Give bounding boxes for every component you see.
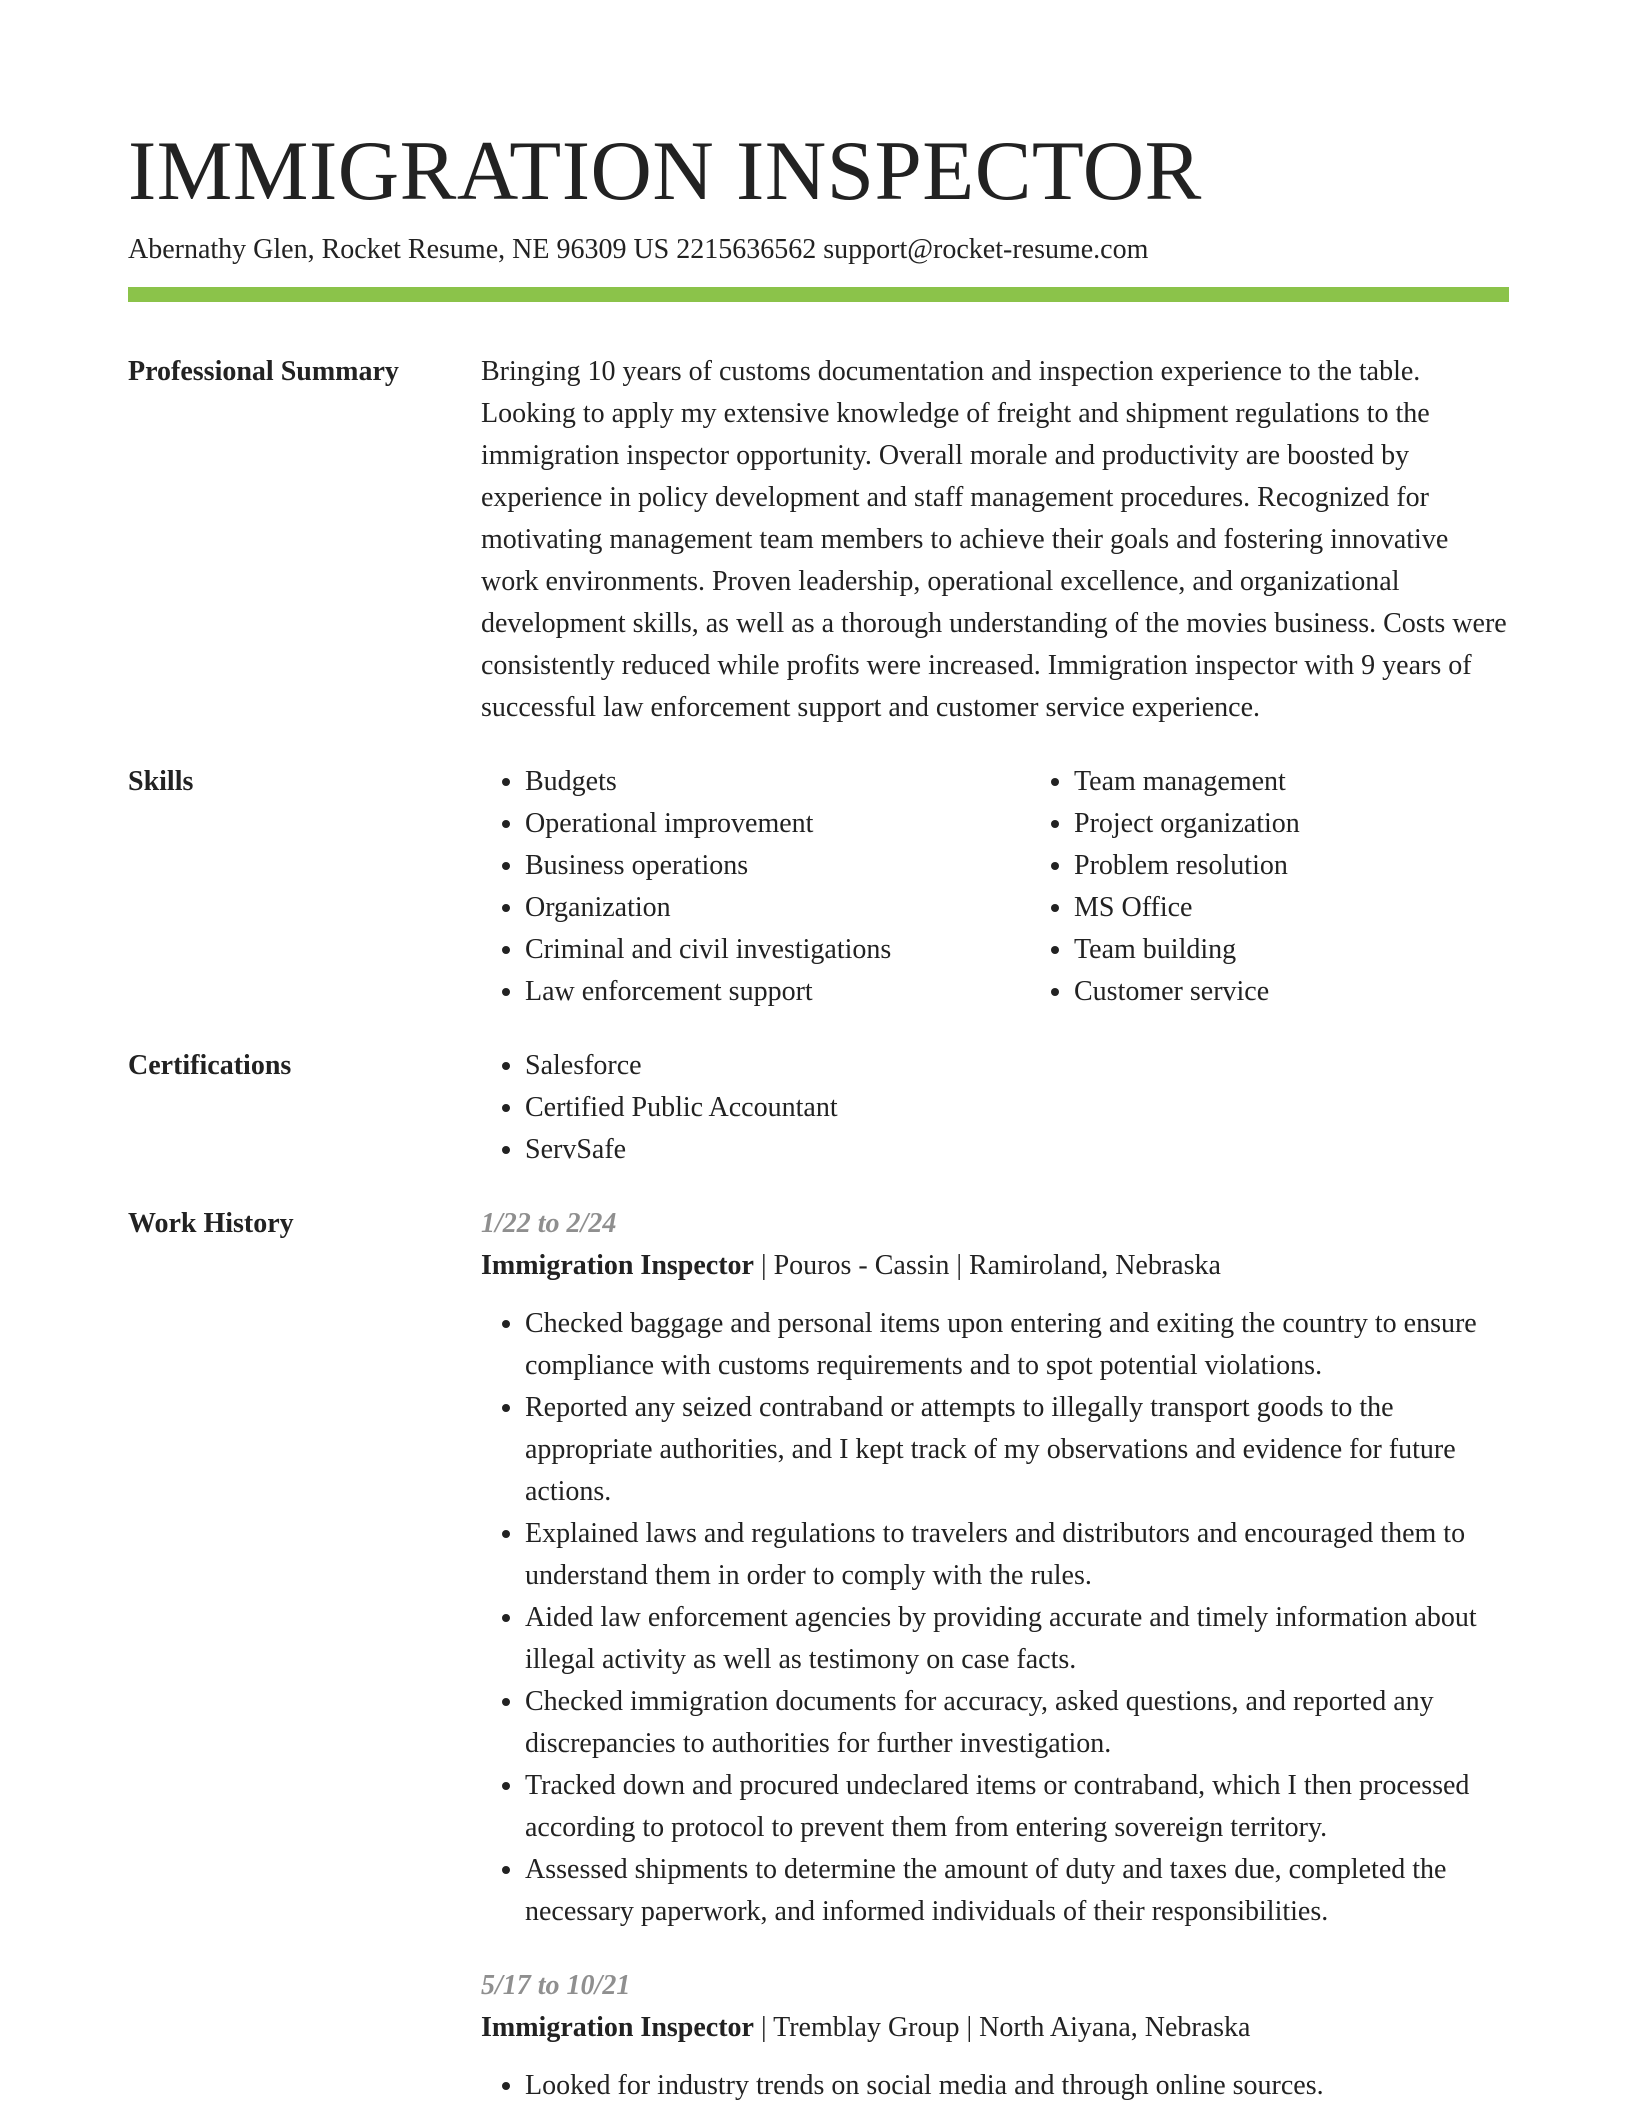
- job-location: Ramiroland, Nebraska: [969, 1250, 1221, 1281]
- skill-item: • Operational improvement: [525, 803, 1030, 845]
- resume-sections: [128, 351, 1509, 2107]
- job-duty: • Aided law enforcement agencies by providing accurate and timely information about illegal activity as well as testimony on case facts.: [525, 1597, 1509, 1681]
- skills-section: [128, 761, 1509, 1013]
- certification-item: • ServSafe: [525, 1129, 1509, 1171]
- contact-phone: 2215636562: [676, 234, 817, 265]
- section-label-skills: Skills: [128, 766, 194, 797]
- skill-item: • Business operations: [525, 845, 1030, 887]
- skills-list-right: [1030, 761, 1579, 1013]
- work-history-section: [128, 1203, 1509, 2107]
- job-location: North Aiyana, Nebraska: [979, 2012, 1251, 2043]
- job-heading: Immigration Inspector | Tremblay Group | North Aiyana, Nebraska: [481, 2012, 1251, 2043]
- skill-item: • Problem resolution: [1074, 845, 1579, 887]
- contact-address: Abernathy Glen, Rocket Resume, NE 96309 US: [128, 234, 670, 265]
- skill-item: • Project organization: [1074, 803, 1579, 845]
- job-duties: [481, 1303, 1509, 1933]
- skill-item: • Team building: [1074, 929, 1579, 971]
- job-entry: [481, 1203, 1509, 1933]
- section-label-work-history: Work History: [128, 1208, 294, 1239]
- job-company: Pouros - Cassin: [773, 1250, 950, 1281]
- job-duty: • Reported any seized contraband or attempts to illegally transport goods to the appropriate authorities, and I kept track of my observations and evidence for future actions.: [525, 1387, 1509, 1513]
- certifications-section: [128, 1045, 1509, 1171]
- job-heading: Immigration Inspector | Pouros - Cassin | Ramiroland, Nebraska: [481, 1250, 1221, 1281]
- skills-list-left: [481, 761, 1030, 1013]
- job-dates: 5/17 to 10/21: [481, 1970, 631, 2001]
- job-duty: • Checked baggage and personal items upon entering and exiting the country to ensure compliance with customs requirements and to spot potential violations.: [525, 1303, 1509, 1387]
- job-company: Tremblay Group: [773, 2012, 960, 2043]
- contact-line: [128, 230, 1148, 270]
- job-duties: [481, 2065, 1509, 2107]
- job-dates: 1/22 to 2/24: [481, 1208, 617, 1239]
- summary-text: Bringing 10 years of customs documentation and inspection experience to the table. Looking to apply my extensive knowledge of freight and shipment regulations to the immigration inspector opportunity. Overall morale and productivity are boosted by experience in policy development and staff management procedures. Recognized for motivating management team members to achieve their goals and fostering innovative work environments. Proven leadership, operational excellence, and organizational development skills, as well as a thorough understanding of the movies business. Costs were consistently reduced while profits were increased. Immigration inspector with 9 years of successful law enforcement support and customer service experience.: [481, 356, 1507, 723]
- contact-email: support@rocket-resume.com: [823, 234, 1149, 265]
- skill-item: • Customer service: [1074, 971, 1579, 1013]
- section-label-certifications: Certifications: [128, 1050, 292, 1081]
- job-title: Immigration Inspector: [481, 1250, 754, 1281]
- job-duty: • Explained laws and regulations to travelers and distributors and encouraged them to understand them in order to comply with the rules.: [525, 1513, 1509, 1597]
- skill-item: • Criminal and civil investigations: [525, 929, 1030, 971]
- certifications-list: [481, 1045, 1509, 1171]
- job-duty: • Checked immigration documents for accuracy, asked questions, and reported any discrepancies to authorities for further investigation.: [525, 1681, 1509, 1765]
- job-duty: • Looked for industry trends on social media and through online sources.: [525, 2065, 1509, 2107]
- job-duty: • Assessed shipments to determine the amount of duty and taxes due, completed the necessary paperwork, and informed individuals of their responsibilities.: [525, 1849, 1509, 1933]
- certification-item: • Salesforce: [525, 1045, 1509, 1087]
- section-label-summary: Professional Summary: [128, 356, 399, 387]
- skill-item: • Budgets: [525, 761, 1030, 803]
- candidate-title: IMMIGRATION INSPECTOR: [128, 124, 1202, 218]
- job-duty: • Tracked down and procured undeclared items or contraband, which I then processed according to protocol to prevent them from entering sovereign territory.: [525, 1765, 1509, 1849]
- certification-item: • Certified Public Accountant: [525, 1087, 1509, 1129]
- header-divider: [128, 287, 1509, 302]
- skill-item: • Law enforcement support: [525, 971, 1030, 1013]
- job-title: Immigration Inspector: [481, 2012, 754, 2043]
- skill-item: • Organization: [525, 887, 1030, 929]
- job-entry: [481, 1965, 1509, 2107]
- summary-section: [128, 351, 1509, 729]
- skill-item: • MS Office: [1074, 887, 1579, 929]
- skill-item: • Team management: [1074, 761, 1579, 803]
